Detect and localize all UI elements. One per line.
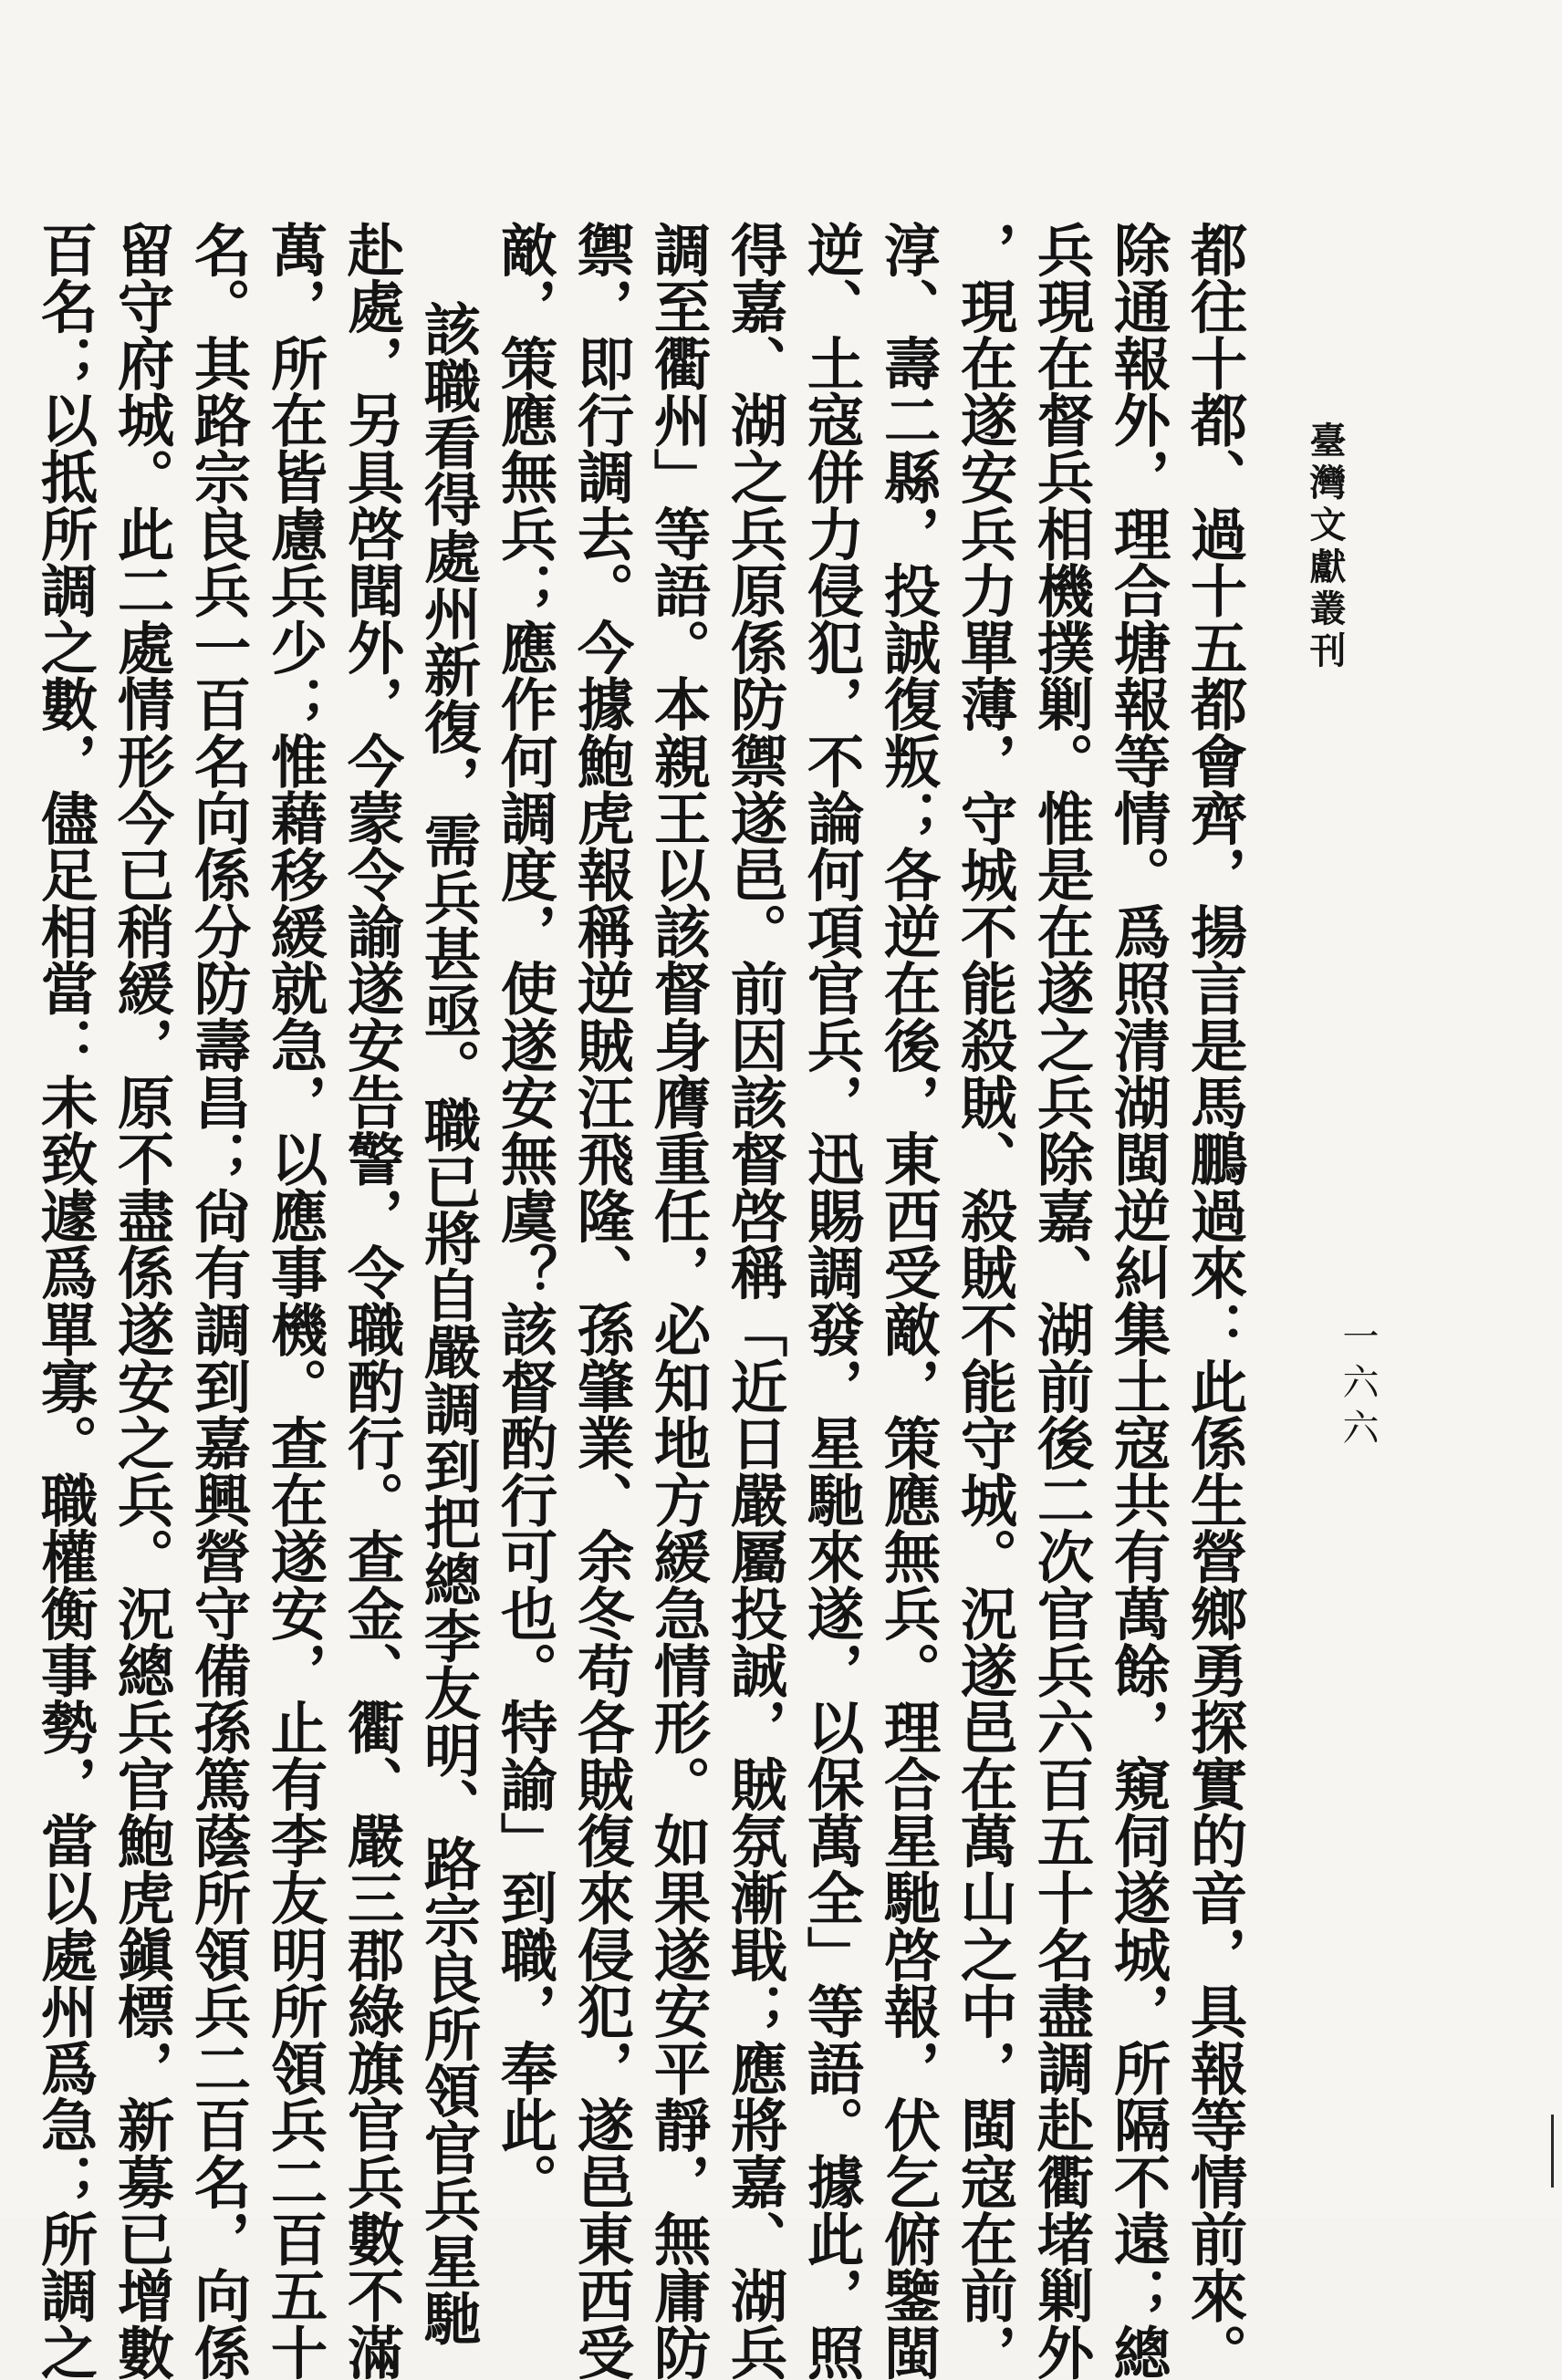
text-line: 留守府城。此二處情形今已稍緩，原不盡係遂安之兵。況總兵官鮑虎鎭標，新募已增數 [108,221,174,2380]
text-line: 得嘉、湖之兵原係防禦遂邑。前因該督啓稱「近日嚴屬投誠，賊氛漸戢；應將嘉、湖兵 [721,221,787,2380]
text-line: 名。其路宗良兵一百名向係分防壽昌；尙有調到嘉興營守備孫篤蔭所領兵二百名，向係 [184,221,251,2380]
running-title: 臺灣文獻叢刊 [1304,421,1347,673]
page-number: 一六六 [1337,1317,1379,1454]
text-line: 兵現在督兵相機撲剿。惟是在遂之兵除嘉、湖前後二次官兵六百五十名盡調赴衢堵剿外 [1027,221,1094,2380]
text-line: 都往十都、過十五都會齊，揚言是馬鵬過來：此係生營鄉勇探實的音，具報等情前來。 [1181,221,1247,2380]
text-line: 除通報外，理合塘報等情。爲照清湖閩逆糾集土寇共有萬餘，窺伺遂城，所隔不遠；總 [1104,221,1171,2380]
body-text [31,221,1252,2380]
text-line: 百名；以抵所調之數，儘足相當：未致遽爲單寡。職權衡事勢，當以處州爲急；所調之 [31,221,98,2380]
text-line: 淳、壽二縣，投誠復叛；各逆在後，東西受敵，策應無兵。理合星馳啓報，伏乞俯鑒閩 [874,221,941,2380]
text-line: 調至衢州」等語。本親王以該督身膺重任，必知地方緩急情形。如果遂安平靜，無庸防 [644,221,711,2380]
text-line: 赴處，另具啓聞外，今蒙令諭遂安告警，令職酌行。查金、衢、嚴三郡綠旗官兵數不滿 [338,221,404,2380]
scan-edge-mark [1551,2115,1554,2188]
text-line: 逆、土寇併力侵犯，不論何項官兵，迅賜調發，星馳來遂，以保萬全」等語。據此，照 [797,221,864,2380]
text-line: 萬，所在皆慮兵少；惟藉移緩就急，以應事機。查在遂安，止有李友明所領兵二百五十 [261,221,328,2380]
text-line: 禦，即行調去。今據鮑虎報稱逆賊汪飛隆、孫肇業、余冬苟各賊復來侵犯，遂邑東西受 [568,221,634,2380]
text-line: ，現在遂安兵力單薄，守城不能殺賊、殺賊不能守城。況遂邑在萬山之中，閩寇在前， [951,221,1017,2380]
text-line: 敵，策應無兵；應作何調度，使遂安無虞？該督酌行可也。特諭」到職，奉此。 [491,221,557,2210]
text-line-indented: 該職看得處州新復，需兵甚亟。職已將自嚴調到把總李友明、路宗良所領官兵星馳 [414,299,481,2346]
